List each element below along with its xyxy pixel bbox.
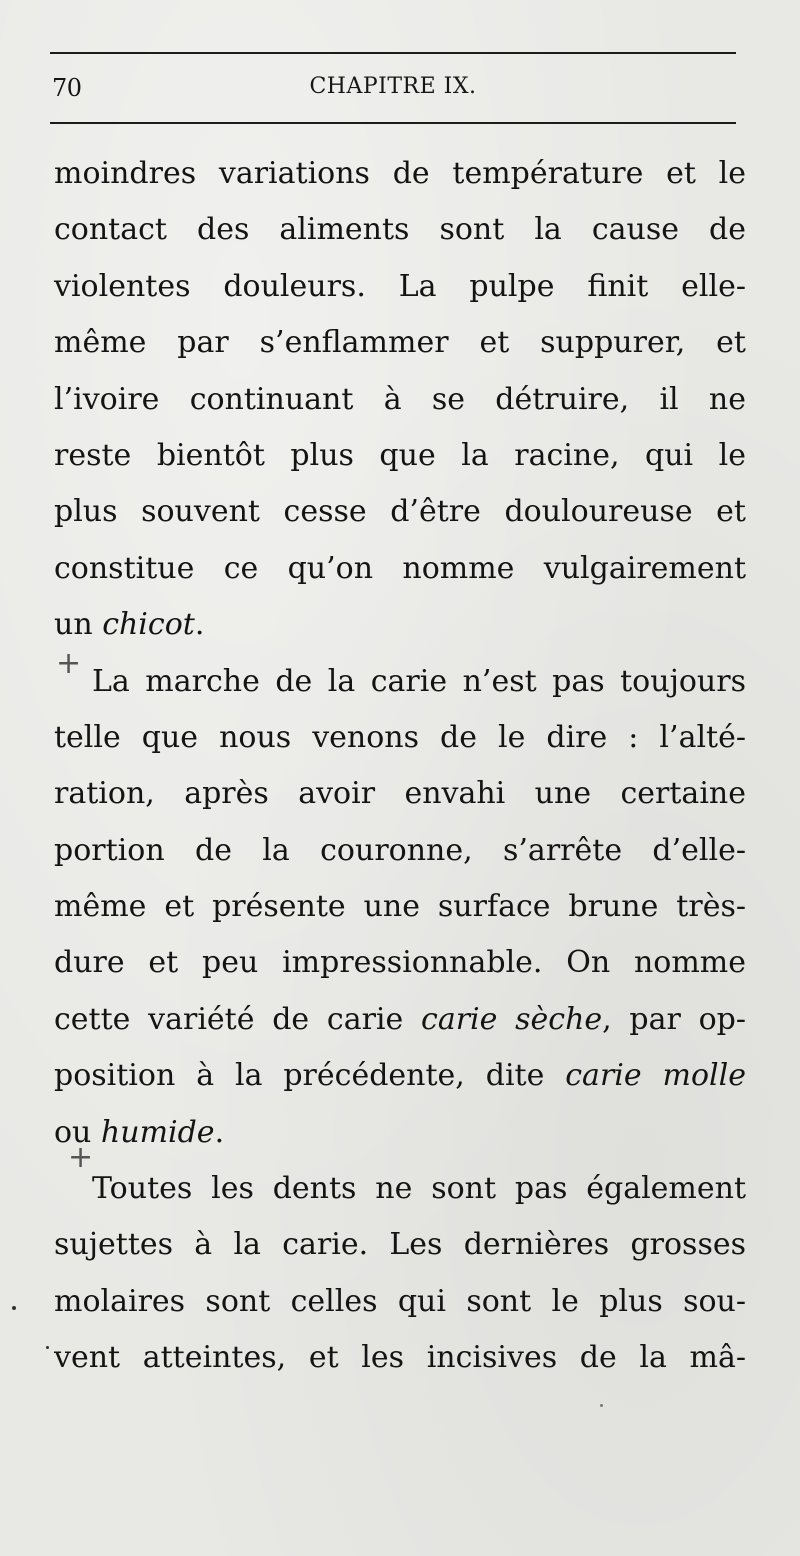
text-line: l’ivoire continuant à se détruire, il ne <box>54 381 746 417</box>
text-line: portion de la couronne, s’arrête d’elle- <box>54 832 746 868</box>
pencil-mark-icon: + <box>68 1140 94 1175</box>
print-speck <box>600 1404 603 1407</box>
header-rule-bottom <box>50 122 736 124</box>
text-line: dure et peu impressionnable. On nomme <box>54 945 746 981</box>
print-speck <box>12 1306 16 1310</box>
text-line: même par s’enflammer et suppurer, et <box>54 325 746 361</box>
text-line <box>54 992 746 1048</box>
text-line <box>54 1048 746 1104</box>
text-line: sujettes à la carie. Les dernières grosses <box>54 1227 746 1263</box>
text-line: violentes douleurs. La pulpe finit elle- <box>54 268 746 304</box>
body-text <box>54 146 746 1387</box>
text-line: telle que nous venons de le dire : l’alté- <box>54 719 746 755</box>
text-run: position à la précédente, dite <box>54 1058 566 1094</box>
italic-term: humide <box>100 1114 215 1150</box>
text-line: ration, après avoir envahi une certaine <box>54 776 746 812</box>
text-line: constitue ce qu’on nomme vulgairement <box>54 550 746 586</box>
text-line: molaires sont celles qui sont le plus sou- <box>54 1283 746 1319</box>
pencil-mark-icon: + <box>56 646 82 681</box>
text-line: moindres variations de température et le <box>54 156 746 191</box>
running-header <box>50 70 736 110</box>
text-line: reste bientôt plus que la racine, qui le <box>54 437 746 473</box>
text-line <box>54 597 746 653</box>
text-run: un <box>54 607 103 643</box>
text-line: plus souvent cesse d’être douloureuse et <box>54 494 746 530</box>
text-run: , par op- <box>602 1001 746 1037</box>
text-run: ou <box>54 1114 101 1150</box>
italic-term: chicot <box>102 607 195 643</box>
paragraph-start-line: La marche de la carie n’est pas toujours <box>92 663 746 699</box>
header-rule-top <box>50 52 736 54</box>
italic-term: carie sèche <box>421 1001 603 1037</box>
text-line: contact des aliments sont la cause de <box>54 212 746 248</box>
text-line <box>54 1105 746 1161</box>
text-line: vent atteintes, et les incisives de la mâ- <box>54 1340 746 1376</box>
chapter-heading: CHAPITRE IX. <box>309 74 477 99</box>
text-line: même et présente une surface brune très- <box>54 889 746 925</box>
text-run: cette variété de carie <box>54 1001 422 1037</box>
text-run: . <box>194 607 205 643</box>
text-run: . <box>214 1114 225 1150</box>
print-speck <box>46 1346 49 1349</box>
italic-term: carie molle <box>565 1058 746 1094</box>
paragraph-start-line: Toutes les dents ne sont pas également <box>92 1171 746 1207</box>
page-number: 70 <box>52 74 82 102</box>
